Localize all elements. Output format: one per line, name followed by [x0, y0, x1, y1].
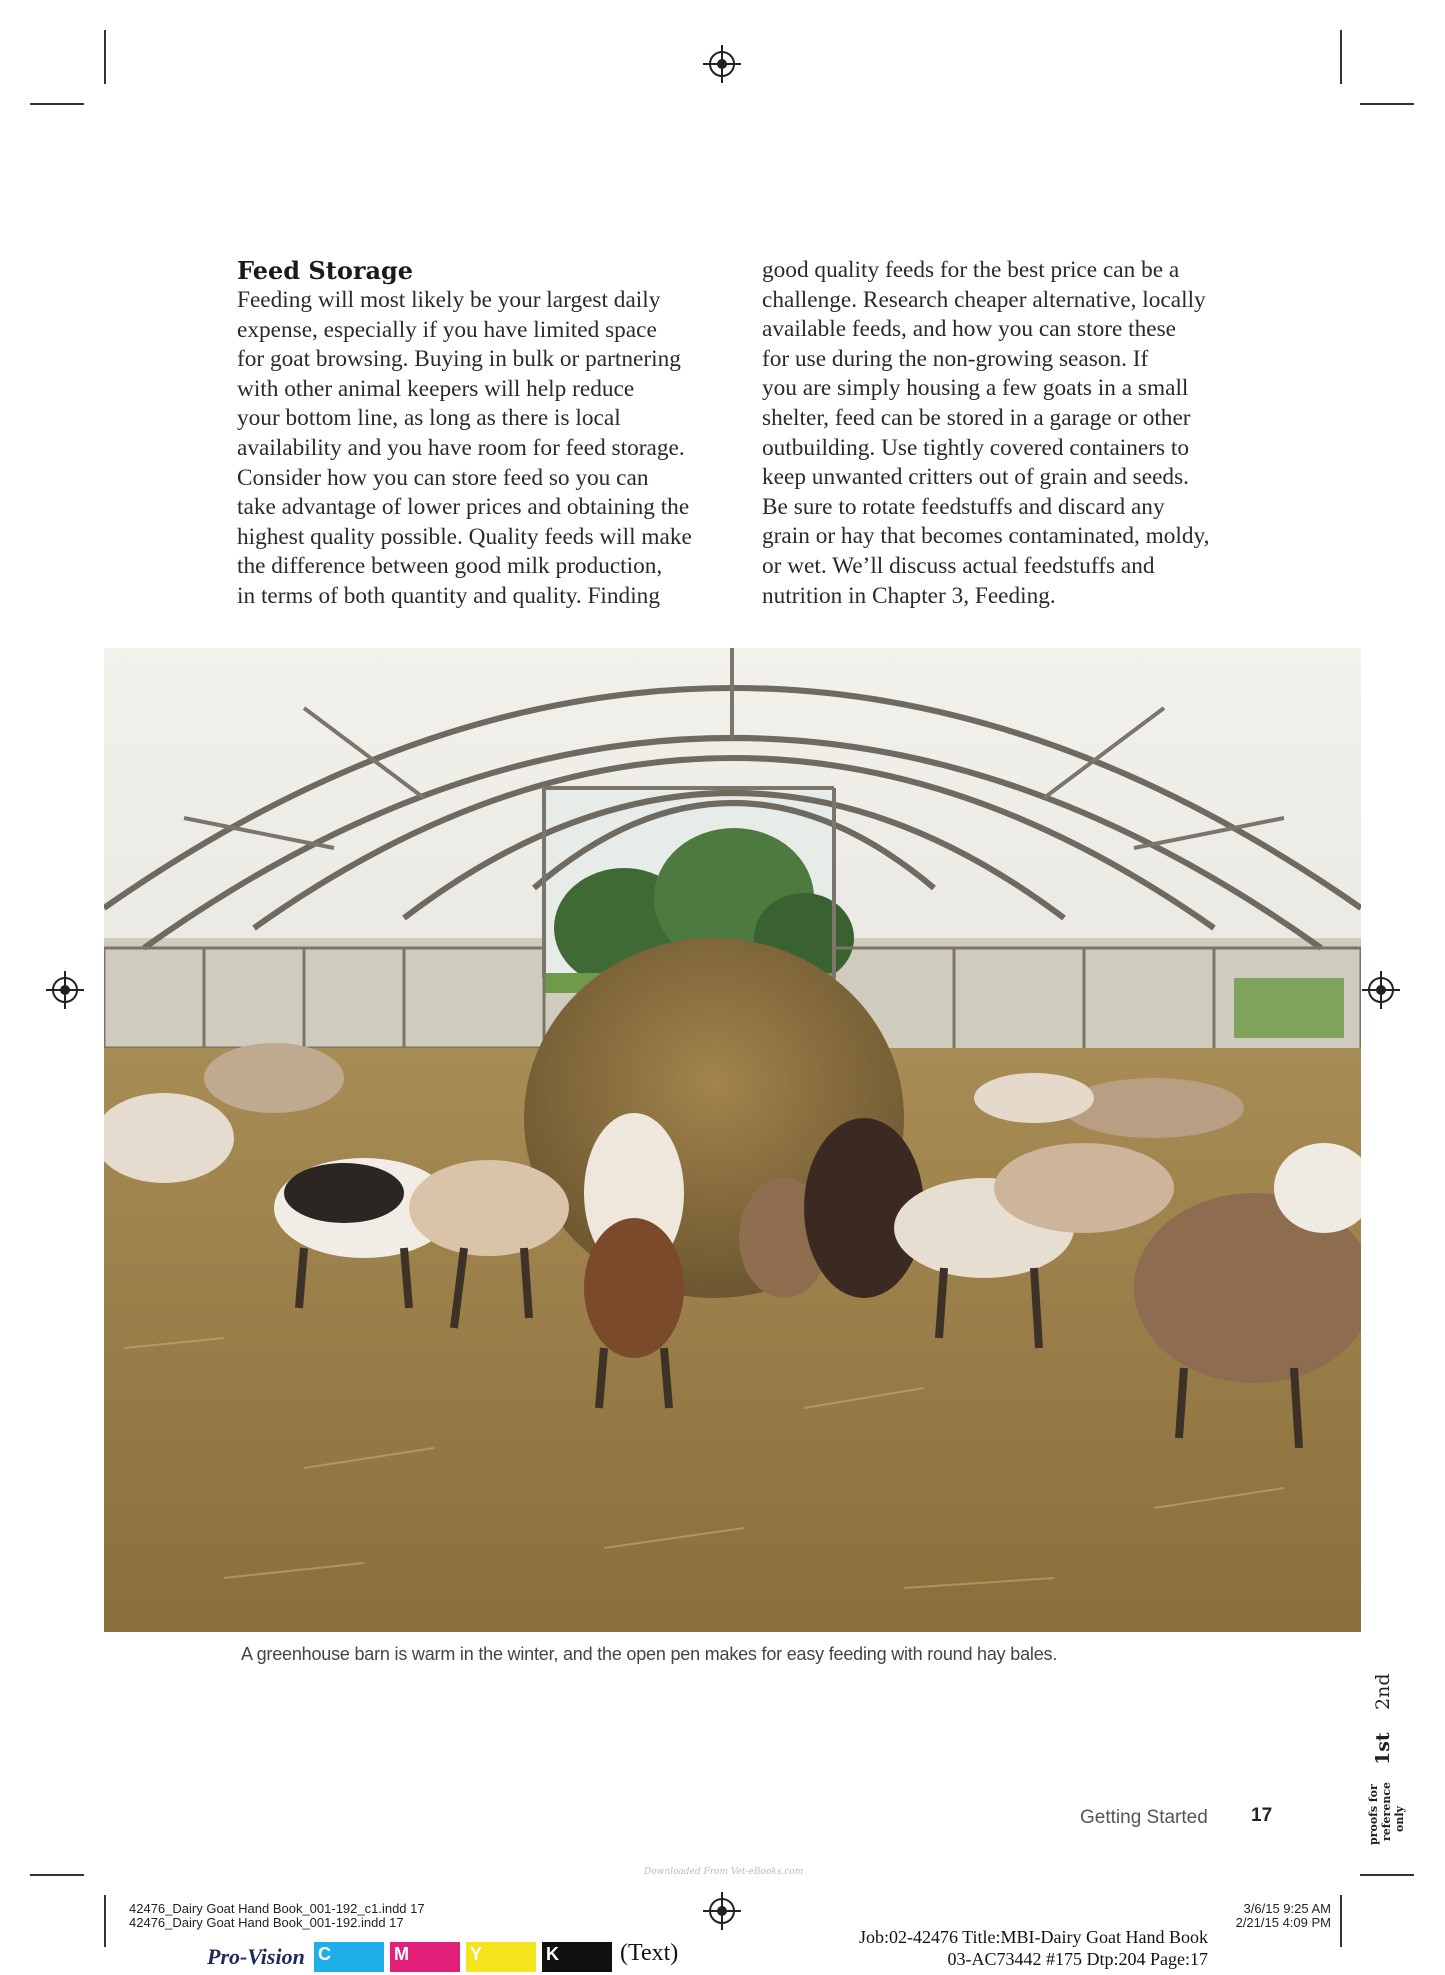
text-line: Feeding will most likely be your largest daily [237, 287, 661, 313]
text-line: good quality feeds for the best price can be a [762, 257, 1180, 283]
text-line: for use during the non-growing season. If [762, 345, 1149, 372]
text-line: your bottom line, as long as there is local [237, 405, 621, 432]
crop-mark-bottom-left-v [104, 1895, 106, 1947]
text-line: Consider how you can store feed so you can [237, 464, 649, 491]
job-line-1: Job:02-42476 Title:MBI-Dairy Goat Hand Book [859, 1927, 1208, 1947]
proof-note-line1: proofs for [1367, 1784, 1380, 1845]
text-line: for goat browsing. Buying in bulk or partnering [237, 346, 681, 373]
text-line: or wet. We’ll discuss actual feedstuffs and [762, 552, 1155, 579]
crop-mark-top-right-v [1340, 30, 1342, 84]
text-line: the difference between good milk production, [237, 553, 663, 580]
registration-mark-top [709, 51, 735, 77]
text-line: highest quality possible. Quality feeds will make [237, 523, 692, 550]
text-line: take advantage of lower prices and obtaining the [237, 494, 690, 521]
page-number: 17 [1251, 1805, 1273, 1826]
job-line-2: 03-AC73442 #175 Dtp:204 Page:17 [947, 1949, 1208, 1969]
swatch-magenta: M [390, 1942, 460, 1972]
registration-mark-right [1368, 977, 1394, 1003]
proof-mark-2nd: 2nd [1372, 1673, 1394, 1710]
photo-caption: A greenhouse barn is warm in the winter, and the open pen makes for easy feeding with round hay bales. [241, 1644, 1058, 1664]
crop-mark-top-left-v [104, 30, 106, 84]
text-line: nutrition in Chapter 3, Feeding. [762, 582, 1056, 609]
text-line: in terms of both quantity and quality. Finding [237, 582, 660, 609]
crop-mark-top-left-h [30, 103, 84, 105]
slug-date-2: 2/21/15 4:09 PM [1235, 1915, 1331, 1930]
text-line: challenge. Research cheaper alternative, locally [762, 286, 1206, 313]
slug-file-1: 42476_Dairy Goat Hand Book_001-192_c1.indd 17 [129, 1901, 425, 1916]
text-line: shelter, feed can be stored in a garage or other [762, 404, 1191, 431]
slug-file-info [129, 1902, 425, 1930]
crop-mark-bottom-left-h [30, 1874, 84, 1876]
slug-date-1: 3/6/15 9:25 AM [1243, 1901, 1331, 1916]
text-line: expense, especially if you have limited space [237, 316, 657, 343]
barn-photo [104, 648, 1361, 1632]
text-line: available feeds, and how you can store these [762, 316, 1177, 343]
text-line: keep unwanted critters out of grain and seeds. [762, 464, 1189, 491]
slug-file-2: 42476_Dairy Goat Hand Book_001-192.indd 17 [129, 1915, 404, 1930]
text-line: with other animal keepers will help reduce [237, 375, 635, 402]
swatch-yellow: Y [466, 1942, 536, 1972]
provision-logo: Pro-Vision [207, 1944, 305, 1969]
job-info [859, 1926, 1208, 1970]
running-footer-section: Getting Started [1080, 1807, 1208, 1828]
text-line: you are simply housing a few goats in a small [762, 375, 1189, 402]
text-plate-label: (Text) [620, 1940, 679, 1966]
registration-mark-bottom [709, 1898, 735, 1924]
section-heading: Feed Storage [237, 256, 414, 285]
text-line: Be sure to rotate feedstuffs and discard any [762, 493, 1165, 520]
text-line: grain or hay that becomes contaminated, moldy, [762, 523, 1210, 550]
article-column-left [237, 256, 737, 612]
swatch-cyan: C [314, 1942, 384, 1972]
proof-note-line2: reference [1380, 1781, 1393, 1841]
crop-mark-bottom-right-h [1360, 1874, 1414, 1876]
text-line: availability and you have room for feed storage. [237, 434, 685, 461]
crop-mark-top-right-h [1360, 103, 1414, 105]
registration-mark-left [52, 977, 78, 1003]
proof-note-line3: only [1393, 1806, 1406, 1832]
barn-illustration [104, 648, 1361, 1632]
proof-mark-1st: 1st [1372, 1732, 1394, 1765]
article-column-right [762, 256, 1262, 611]
swatch-black: K [542, 1942, 612, 1972]
text-line: outbuilding. Use tightly covered containers to [762, 434, 1190, 461]
crop-mark-bottom-right-v [1340, 1895, 1342, 1947]
slug-dates [1236, 1902, 1331, 1930]
watermark: Downloaded From Vet-eBooks.com [644, 1867, 804, 1877]
